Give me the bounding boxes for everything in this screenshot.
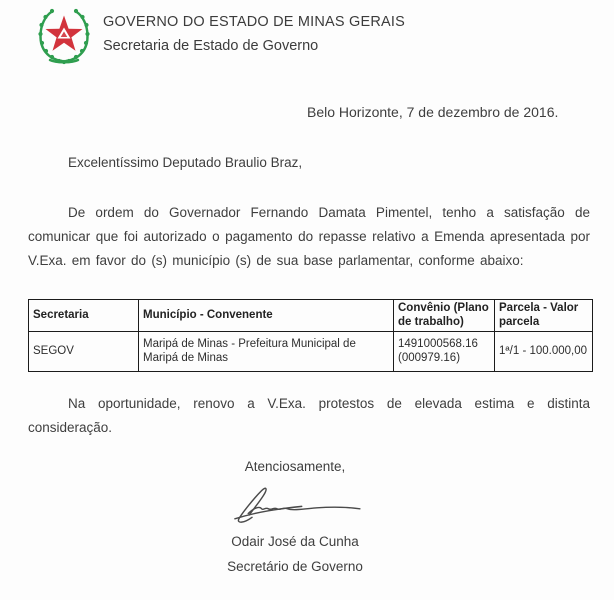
col-header-convenio: Convênio (Plano de trabalho) [394, 300, 495, 332]
closing-block [28, 459, 562, 574]
signer-name: Odair José da Cunha [231, 534, 359, 549]
cell-parcela: 1ª/1 - 100.000,00 [495, 332, 593, 372]
table-row [29, 332, 593, 372]
valediction: Atenciosamente, [244, 459, 346, 474]
col-header-parcela: Parcela - Valor parcela [495, 300, 593, 332]
cell-municipio: Maripá de Minas - Prefeitura Municipal de Maripá de Minas [139, 332, 394, 372]
letterhead [36, 3, 405, 65]
table-header-row [29, 300, 593, 332]
letterhead-org: GOVERNO DO ESTADO DE MINAS GERAIS [103, 14, 406, 30]
signer-title: Secretário de Governo [227, 559, 363, 574]
repasse-table [28, 299, 593, 372]
cell-secretaria: SEGOV [29, 332, 139, 372]
letterhead-dept: Secretaria de Estado de Governo [103, 38, 319, 54]
cell-convenio: 1491000568.16 (000979.16) [394, 332, 495, 372]
handwritten-signature-icon [222, 483, 368, 525]
date-line: Belo Horizonte, 7 de dezembro de 2016. [307, 104, 559, 120]
col-header-municipio: Município - Convenente [139, 300, 394, 332]
col-header-secretaria: Secretaria [29, 300, 139, 332]
salutation: Excelentíssimo Deputado Braulio Braz, [68, 155, 303, 170]
body-paragraph-2: Na oportunidade, renovo a V.Exa. protestos de elevada estima e distinta consideração. [28, 396, 590, 435]
letterhead-text [103, 14, 405, 54]
body-paragraph-1: De ordem do Governador Fernando Damata Pimentel, tenho a satisfação de comunicar que foi autorizado o pagamento do repasse relativo a Emenda apresentada por V.Exa. em favor do (s) município (s) de sua base parlamentar, conforme abaixo: [28, 205, 590, 268]
minas-gerais-coat-of-arms-icon [36, 3, 92, 65]
